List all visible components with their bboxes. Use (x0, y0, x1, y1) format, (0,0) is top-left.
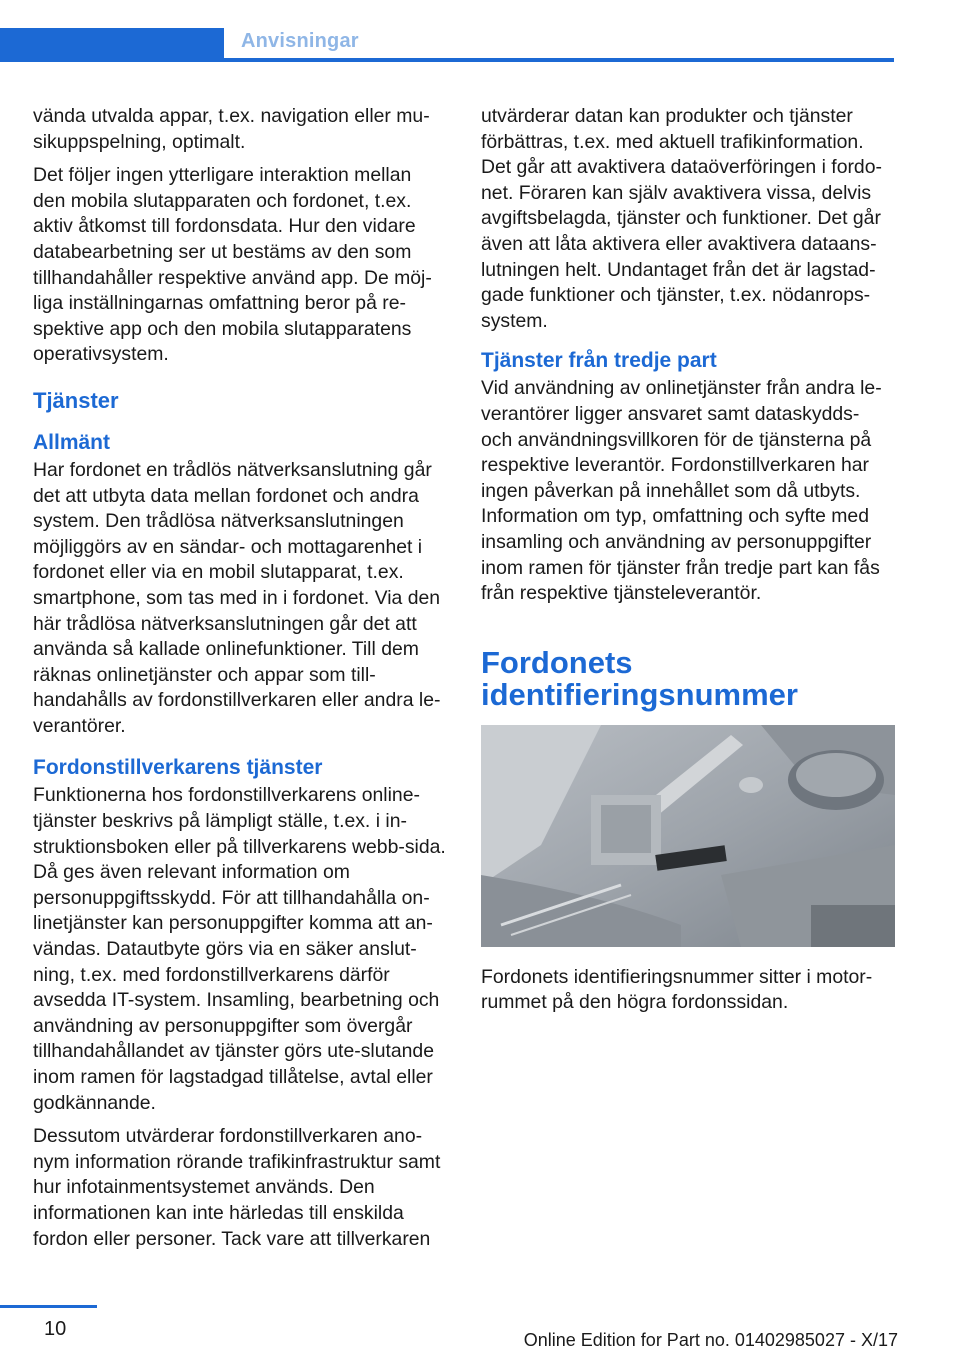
section-title: Anvisningar (241, 30, 359, 52)
heading-vin-line1: Fordonets (481, 644, 633, 680)
header-rule (224, 58, 894, 62)
engine-bay-photo (481, 725, 895, 947)
heading-services: Tjänster (33, 387, 119, 413)
paragraph: vända utvalda appar, t.ex. navigation eller mu-sikuppspelning, optimalt. (33, 105, 430, 153)
edition-note: Online Edition for Part no. 01402985027 - X/17 (523, 1330, 898, 1350)
paragraph: Vid användning av onlinetjänster från andra le-verantörer ligger ansvaret samt dataskydds- och användningsvillkoren för de tjänsterna på respektive leverantör. Fordonstillverkaren har ingen påverkan på innehållet som då utbyts. Information om typ, omfattning och syfte med insamling och användning av personuppgifter inom ramen för tjänster från tredje part kan fås från respektive tjänsteleverantör. (481, 377, 882, 605)
right-column (481, 104, 895, 1024)
paragraph: Har fordonet en trådlös nätverksanslutning går det att utbyta data mellan fordonet och andra system. Den trådlösa nätverksanslutningen möjliggörs av en sändar- och mottagarenhet i fordonet eller via en mobil slutapparat, t.ex. smartphone, som tas med in i fordonet. Via den här trådlösa nätverksanslutningen går det att använda så kallade onlinefunktioner. Till dem räknas onlinetjänster och appar som till-handahålls av fordonstillverkaren eller andra le-verantörer. (33, 458, 441, 737)
left-column (33, 104, 447, 1260)
paragraph: Funktionerna hos fordonstillverkarens online-tjänster beskrivs på lämpligt ställe, t.ex. i in-struktionsboken eller på tillverkarens webb-sida. Då ges även relevant information om personuppgiftsskydd. För att tillhandahålla on-linetjänster kan personuppgifter komma att an-vändas. Datautbyte görs via en säker anslut-ning, t.ex. med fordonstillverkarens därför avsedda IT-system. Insamling, bearbetning och användning av personuppgifter som övergår tillhandahållandet av tjänster görs ute-slutande inom ramen för lagstadgad tillåtelse, avtal eller godkännande. (33, 784, 446, 1114)
paragraph: Dessutom utvärderar fordonstillverkaren ano-nym information rörande trafikinfrastruktur samt hur infotainmentsystemet används. Den informationen kan inte härledas till enskilda fordon eller personer. Tack vare att tillverkaren (33, 1125, 441, 1250)
heading-third-party-services: Tjänster från tredje part (481, 349, 717, 373)
header-color-block (0, 28, 224, 62)
heading-manufacturer-services: Fordonstillverkarens tjänster (33, 756, 323, 780)
figure-caption: Fordonets identifieringsnummer sitter i motor-rummet på den högra fordonssidan. (481, 965, 873, 1014)
heading-vin (481, 644, 895, 712)
heading-vin-line2: identifieringsnummer (481, 676, 798, 712)
footer-rule (0, 1305, 97, 1308)
paragraph: utvärderar datan kan produkter och tjänster förbättras, t.ex. med aktuell trafikinformation. Det går att avaktivera dataöverföringen i fordo-net. Föraren kan själv avaktivera vissa, delvis avgiftsbelagda, tjänster och funktioner. Det går även att låta aktivera eller avaktivera dataans-lutningen helt. Undantaget från det är lagstad-gade funktioner och tjänster, t.ex. nödanrops-system. (481, 105, 882, 332)
heading-general: Allmänt (33, 430, 111, 454)
page-number: 10 (44, 1318, 67, 1340)
paragraph: Det följer ingen ytterligare interaktion mellan den mobila slutapparaten och fordonet, t.ex. aktiv åtkomst till fordonsdata. Hur den vidare databearbetning ser ut bestäms av den som tillhandahåller respektive använd app. De möj-liga inställningarnas omfattning beror på re-spektive app och den mobila slutapparatens operativsystem. (33, 164, 432, 366)
